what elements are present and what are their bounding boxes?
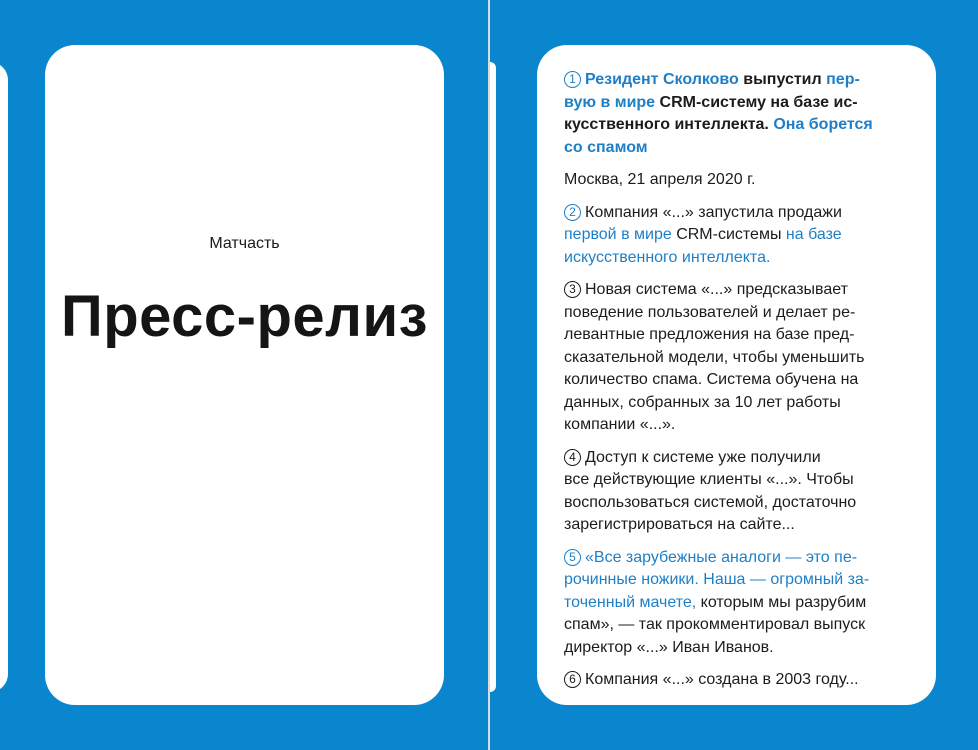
release-paragraph-2: [564, 202, 916, 270]
p5-text: которым мы разрубим спам», — так прокомментировал выпуск директор «...» Иван Иванов.: [564, 593, 867, 656]
p3-text: Новая система «...» предсказывает поведение пользователей и делает ре- левантные предложения на базе пред- сказательной модели, чтобы уменьшить количество спама. Система обучена на данных, собранных за 10 лет работы компании «...».: [564, 281, 865, 433]
page-edge: [490, 62, 496, 692]
title-highlight-first: пер- вую в мире: [564, 71, 860, 111]
number-marker-5: 5: [564, 549, 581, 566]
number-marker-3: 3: [564, 281, 581, 298]
release-paragraph-6: [564, 669, 916, 692]
p2-highlight-first: первой в мире: [564, 226, 672, 243]
title-card: [45, 45, 444, 705]
release-title: [564, 69, 916, 159]
release-paragraph-5: [564, 547, 916, 660]
number-marker-4: 4: [564, 449, 581, 466]
title-text-released: выпустил: [738, 71, 827, 88]
number-marker-6: 6: [564, 671, 581, 688]
release-dateline: Москва, 21 апреля 2020 г.: [564, 171, 756, 188]
p5-quote-highlight: «Все зарубежные аналоги — это пе- рочинные ножики. Наша — огромный за- точенный мачете,: [564, 548, 870, 611]
p2-text-start: Компания «...» запустила продажи: [585, 203, 842, 221]
title-highlight-spam: Она борется со спамом: [564, 116, 873, 156]
title-text-crm: CRM-систему на базе ис- кусственного интеллекта.: [564, 93, 858, 133]
number-marker-1: 1: [564, 71, 581, 88]
p2-highlight-ai: на базе искусственного интеллекта.: [564, 226, 842, 266]
p4-text: Доступ к системе уже получили все действующие клиенты «...». Чтобы воспользоваться системой, достаточно зарегистрироваться на сайте...: [564, 448, 857, 533]
p6-text: Компания «...» создана в 2003 году...: [585, 671, 859, 688]
press-release-card: [537, 45, 936, 705]
release-paragraph-3: [564, 279, 916, 437]
previous-page-edge: [0, 62, 8, 692]
title-highlight-resident: Резидент Сколково: [585, 71, 739, 88]
p2-text-crm: CRM-системы: [671, 226, 786, 243]
page-headline: Пресс-релиз: [61, 284, 428, 349]
section-kicker: Матчасть: [209, 235, 280, 252]
number-marker-2: 2: [564, 204, 581, 221]
release-paragraph-4: [564, 447, 916, 537]
